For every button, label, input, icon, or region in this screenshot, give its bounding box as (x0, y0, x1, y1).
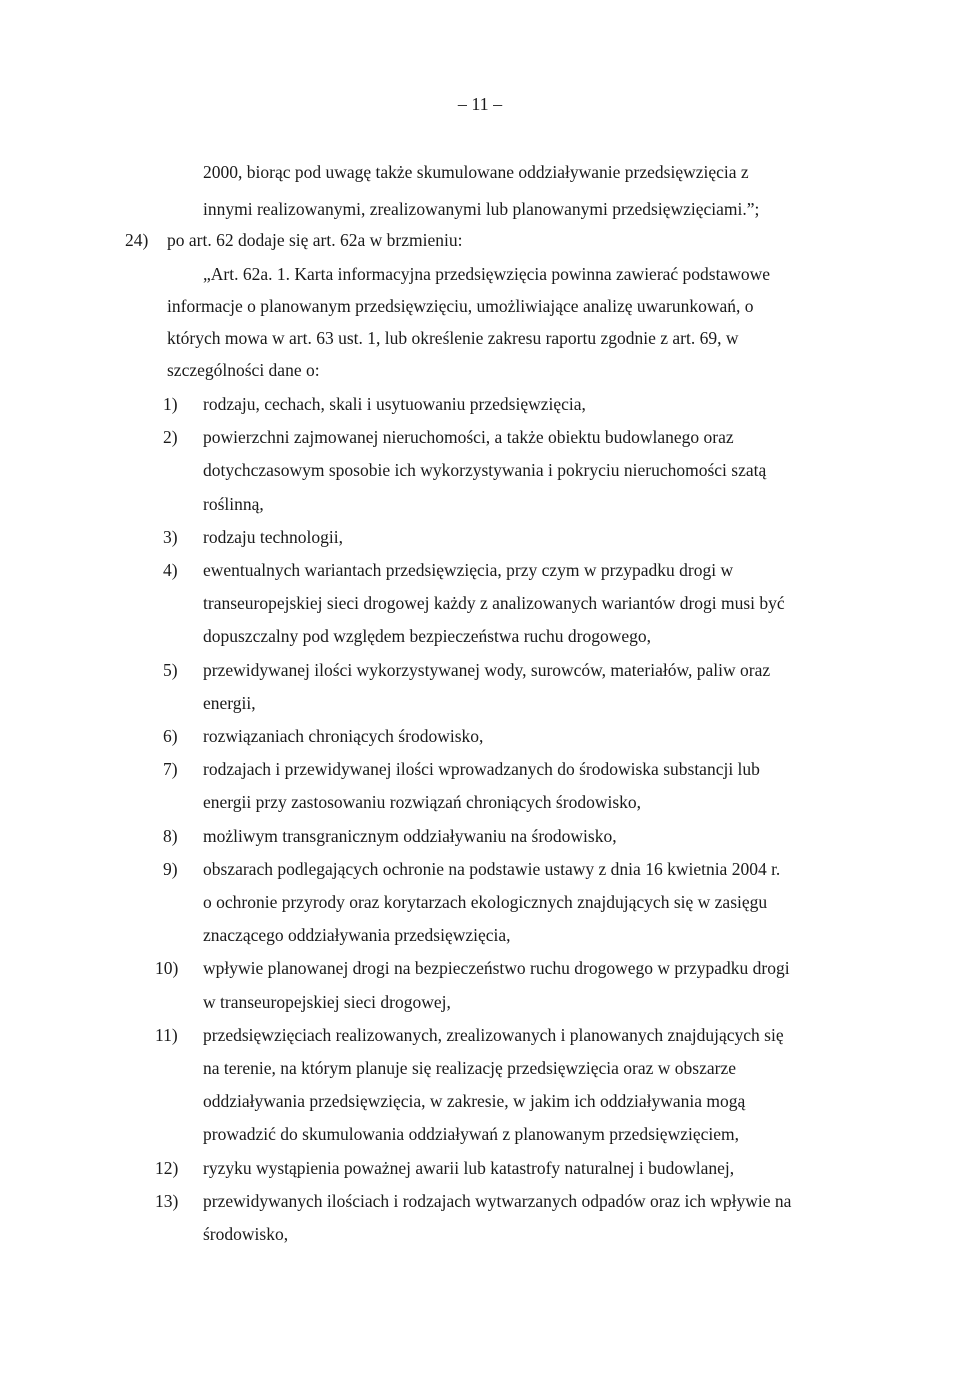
amendment-text: po art. 62 dodaje się art. 62a w brzmieniu: (167, 230, 463, 250)
list-item-text: oddziaływania przedsięwzięcia, w zakresie, w jakim ich oddziaływania mogą (203, 1091, 746, 1112)
list-item-number: 3) (163, 526, 178, 547)
article-line: informacje o planowanym przedsięwzięciu, umożliwiające analizę uwarunkowań, o (167, 296, 754, 316)
list-item-text: transeuropejskiej sieci drogowej każdy z analizowanych wariantów drogi musi być (203, 593, 785, 614)
list-item-text: przedsięwzięciach realizowanych, zrealizowanych i planowanych znajdujących się (203, 1024, 784, 1045)
list-item-text: obszarach podlegających ochronie na podstawie ustawy z dnia 16 kwietnia 2004 r. (203, 858, 781, 879)
list-item-text: wpływie planowanej drogi na bezpieczeństwo ruchu drogowego w przypadku drogi (203, 958, 790, 979)
article-line: „Art. 62a. 1. Karta informacyjna przedsięwzięcia powinna zawierać podstawowe (203, 264, 771, 284)
list-item-text: dotychczasowym sposobie ich wykorzystywania i pokryciu nieruchomości szatą (203, 460, 767, 481)
list-item-text: rodzaju, cechach, skali i usytuowaniu przedsięwzięcia, (203, 394, 586, 414)
amendment-number: 24) (125, 230, 149, 250)
list-item-text: w transeuropejskiej sieci drogowej, (203, 991, 451, 1012)
list-item-text: przewidywanej ilości wykorzystywanej wody, surowców, materiałów, paliw oraz (203, 659, 771, 680)
continuation-line: innymi realizowanymi, zrealizowanymi lub planowanymi przedsięwzięciami.”; (203, 199, 760, 219)
list-item-number: 1) (163, 394, 178, 414)
list-item-number: 5) (163, 659, 178, 680)
list-item-text: rodzaju technologii, (203, 526, 343, 547)
list-item-text: rodzajach i przewidywanej ilości wprowadzanych do środowiska substancji lub (203, 759, 760, 780)
list-item-text: energii przy zastosowaniu rozwiązań chroniących środowisko, (203, 792, 642, 813)
justified-text: 2000, biorąc pod uwagę także skumulowane oddziaływanie przedsięwzięcia z (203, 162, 749, 182)
list-item-text: na terenie, na którym planuje się realizację przedsięwzięcia oraz w obszarze (203, 1058, 736, 1078)
list-item-text: roślinną, (203, 493, 264, 514)
list-item-text: powierzchni zajmowanej nieruchomości, a także obiektu budowlanego oraz (203, 427, 734, 448)
article-line: których mowa w art. 63 ust. 1, lub określenie zakresu raportu zgodnie z art. 69, w (167, 328, 739, 348)
list-item-number: 2) (163, 427, 178, 448)
list-item-number: 6) (163, 726, 178, 746)
list-item-number: 7) (163, 759, 178, 780)
list-item-text: o ochronie przyrody oraz korytarzach ekologicznych znajdujących się w zasięgu (203, 892, 768, 912)
list-item-number: 10) (155, 958, 179, 979)
continuation-line (203, 164, 831, 182)
list-item-text: znaczącego oddziaływania przedsięwzięcia, (203, 925, 511, 946)
list-item-text: dopuszczalny pod względem bezpieczeństwa ruchu drogowego, (203, 626, 652, 647)
list-item-text: ewentualnych wariantach przedsięwzięcia, przy czym w przypadku drogi w (203, 560, 734, 580)
article-line: szczególności dane o: (167, 360, 320, 380)
list-item-text: możliwym transgranicznym oddziaływaniu na środowisko, (203, 825, 617, 846)
list-item-text: prowadzić do skumulowania oddziaływań z planowanym przedsięwzięciem, (203, 1124, 739, 1145)
list-item-text: energii, (203, 692, 256, 713)
list-item-number: 12) (155, 1157, 179, 1178)
page-number: – 11 – (457, 94, 503, 114)
list-item-number: 8) (163, 825, 178, 846)
list-item-number: 13) (155, 1190, 179, 1211)
list-item-text: środowisko, (203, 1224, 289, 1244)
list-item-number: 9) (163, 858, 178, 879)
list-item-text: rozwiązaniach chroniących środowisko, (203, 726, 484, 746)
list-item-text: ryzyku wystąpienia poważnej awarii lub katastrofy naturalnej i budowlanej, (203, 1157, 735, 1178)
list-item-number: 11) (155, 1024, 178, 1045)
list-item-text: przewidywanych ilościach i rodzajach wytwarzanych odpadów oraz ich wpływie na (203, 1190, 792, 1211)
list-item-number: 4) (163, 560, 178, 580)
